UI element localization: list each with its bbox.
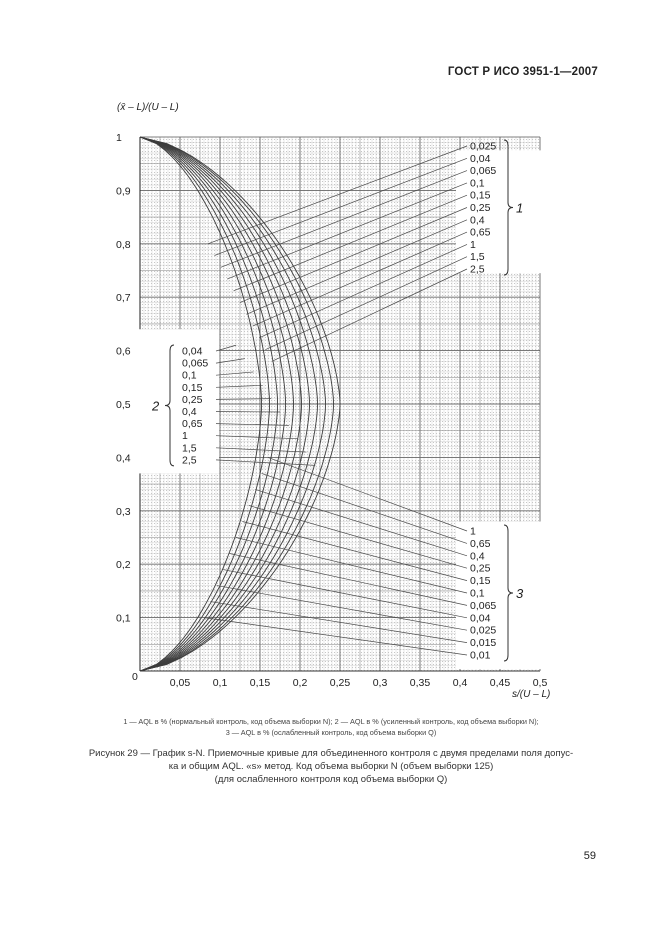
y-tick-label: 0,7 <box>116 292 131 305</box>
group1-label: 0,4 <box>470 214 485 227</box>
y-tick-label: 0,6 <box>116 345 131 358</box>
group2-label: 0,25 <box>182 393 203 406</box>
caption-line-3: (для ослабленного контроля код объема выборки Q) <box>214 774 448 785</box>
x-tick-label: 0,25 <box>329 677 351 689</box>
group1-label: 0,065 <box>470 165 497 178</box>
group2-label: 0,065 <box>182 357 209 370</box>
group3-label: 0,015 <box>470 637 497 650</box>
x-tick-label: 0,1 <box>212 677 228 689</box>
x-tick-label: 0,15 <box>249 677 271 689</box>
group1-panel <box>456 150 542 273</box>
group1-label: 0,025 <box>470 140 497 153</box>
legend-line-1: 1 — AQL в % (нормальный контроль, код объема выборки N); 2 — AQL в % (усиленный контроль, код объема выборки N); <box>123 717 539 726</box>
group3-label: 0,15 <box>470 575 491 588</box>
group1-label: 0,1 <box>470 177 485 190</box>
group3-label: 0,1 <box>470 587 485 600</box>
group1-label: 0,25 <box>470 202 491 214</box>
y-tick-label: 1 <box>116 132 122 144</box>
group3-panel <box>456 521 542 669</box>
group2-label: 2,5 <box>182 454 197 467</box>
group1-label: 2,5 <box>470 263 485 276</box>
y-tick-label: 0,8 <box>116 238 131 251</box>
group2-marker: 2 <box>152 398 160 414</box>
x-tick-label: 0,45 <box>489 677 511 689</box>
group3-marker: 3 <box>516 586 524 601</box>
group2-label: 0,1 <box>182 369 197 382</box>
group2-label: 1 <box>182 430 188 443</box>
group2-label: 0,04 <box>182 345 203 358</box>
y-tick-label: 0,9 <box>116 185 131 198</box>
x-tick-label: 0,5 <box>532 677 548 689</box>
y-tick-label: 0,1 <box>116 612 131 625</box>
page-number: 59 <box>583 850 596 862</box>
group1-label: 1 <box>470 238 476 251</box>
group3-label: 0,025 <box>470 624 497 637</box>
group2-label: 0,4 <box>182 406 197 418</box>
group3-label: 0,01 <box>470 649 491 662</box>
group1-label: 1,5 <box>470 251 485 264</box>
group3-label: 0,25 <box>470 562 491 575</box>
group3-label: 0,65 <box>470 537 491 550</box>
group1-marker: 1 <box>516 200 524 216</box>
y-tick-label: 0,5 <box>116 399 131 411</box>
document-header: ГОСТ Р ИСО 3951-1—2007 <box>447 66 598 78</box>
x-axis-label: s/(U – L) <box>512 689 551 700</box>
y-tick-label: 0,4 <box>116 452 131 465</box>
y-axis-label: (x̄ – L)/(U – L) <box>117 102 179 113</box>
origin-label: 0 <box>132 671 138 683</box>
y-tick-label: 0,3 <box>116 505 131 518</box>
x-tick-label: 0,4 <box>452 677 468 689</box>
x-tick-label: 0,35 <box>409 677 431 689</box>
y-tick-label: 0,2 <box>116 559 131 572</box>
x-tick-label: 0,2 <box>292 677 308 689</box>
group3-label: 0,4 <box>470 550 485 563</box>
group1-label: 0,65 <box>470 226 491 239</box>
x-tick-label: 0,3 <box>372 677 388 689</box>
group2-label: 1,5 <box>182 442 197 455</box>
group3-label: 1 <box>470 525 476 538</box>
group3-label: 0,065 <box>470 599 497 612</box>
x-tick-label: 0,05 <box>169 677 191 689</box>
group3-label: 0,04 <box>470 612 491 625</box>
caption-line-2: ка и общим AQL. «s» метод. Код объема выборки N (объем выборки 125) <box>168 761 494 772</box>
legend-line-2: 3 — AQL в % (ослабленный контроль, код объема выборки Q) <box>225 728 437 737</box>
group1-label: 0,04 <box>470 152 491 165</box>
group1-label: 0,15 <box>470 189 491 202</box>
caption-line-1: Рисунок 29 — График s-N. Приемочные кривые для объединенного контроля с двумя пределами поля допус- <box>88 748 574 759</box>
group2-panel <box>139 329 219 473</box>
group2-label: 0,15 <box>182 381 203 394</box>
group2-label: 0,65 <box>182 418 203 431</box>
